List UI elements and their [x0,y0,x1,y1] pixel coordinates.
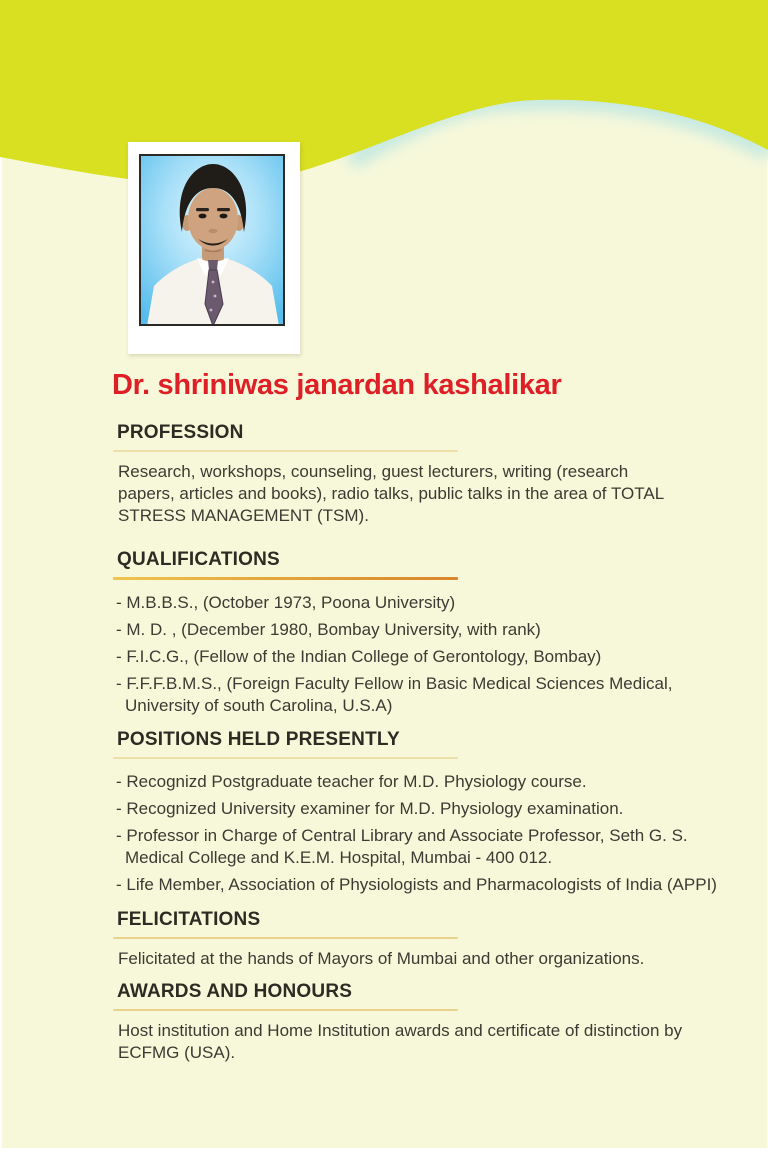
list-item [116,673,713,717]
body-line: Host institution and Home Institution awards and certificate of distinction by [118,1021,683,1040]
section-heading: FELICITATIONS [117,909,261,930]
section-heading: POSITIONS HELD PRESENTLY [117,729,400,750]
body-line: papers, articles and books), radio talks, public talks in the area of TOTAL [118,484,665,503]
section-underline [113,937,458,939]
list-item-line: - M. D. , (December 1980, Bombay University, with rank) [116,620,541,639]
list-item-line: - Life Member, Association of Physiologists and Pharmacologists of India (APPI) [116,875,717,894]
section-body [113,461,713,527]
section-profession [113,422,713,527]
list-item [116,798,713,820]
section-body [113,948,713,970]
list-item-line: - Professor in Charge of Central Library and Associate Professor, Seth G. S. [116,826,688,845]
section-underline [113,577,458,580]
section-list [113,771,717,896]
section-underline [113,1009,458,1011]
photo-eyebrow-left [196,208,209,211]
body-line: Research, workshops, counseling, guest lecturers, writing (research [118,462,629,481]
list-item [116,646,713,668]
photo-eyebrow-right [217,208,230,211]
body-line: ECFMG (USA). [118,1043,236,1062]
page-title: Dr. shriniwas janardan kashalikar [112,369,562,401]
list-item-line: - Recognizd Postgraduate teacher for M.D. Physiology course. [116,772,587,791]
section-underline [113,450,458,452]
section-qualifications [113,549,713,722]
photo-eye-right [220,214,228,219]
portrait-photo-frame [128,142,300,354]
body-line: STRESS MANAGEMENT (TSM). [118,506,369,525]
list-item-line: Medical College and K.E.M. Hospital, Mumbai - 400 012. [125,848,553,867]
photo-tie-knot [208,260,218,270]
section-felicitations [113,909,713,970]
list-item [116,825,713,869]
photo-nose-shadow [209,229,218,233]
list-item-line: - F.F.F.B.M.S., (Foreign Faculty Fellow in Basic Medical Sciences Medical, [116,674,673,693]
wave-green-shape [0,0,768,184]
list-item [116,619,713,641]
list-item [116,874,717,896]
list-item-line: University of south Carolina, U.S.A) [125,696,393,715]
list-item [116,771,713,793]
photo-face [188,188,238,250]
list-item-line: - Recognized University examiner for M.D. Physiology examination. [116,799,624,818]
page-bottom-white-edge [0,1148,768,1153]
section-underline [113,757,458,759]
list-item [116,592,713,614]
section-awards-and-honours [113,981,713,1064]
section-list [113,592,713,717]
top-wave [0,0,768,240]
photo-eye-left [199,214,207,219]
list-item-line: - F.I.C.G., (Fellow of the Indian College of Gerontology, Bombay) [116,647,602,666]
section-heading: QUALIFICATIONS [117,549,280,570]
body-line: Felicitated at the hands of Mayors of Mumbai and other organizations. [118,949,645,968]
section-body [113,1020,713,1064]
portrait-photo [139,154,285,326]
section-heading: AWARDS AND HONOURS [117,981,353,1002]
section-heading: PROFESSION [117,422,244,443]
list-item-line: - M.B.B.S., (October 1973, Poona University) [116,593,456,612]
section-positions-held-presently [113,729,717,901]
